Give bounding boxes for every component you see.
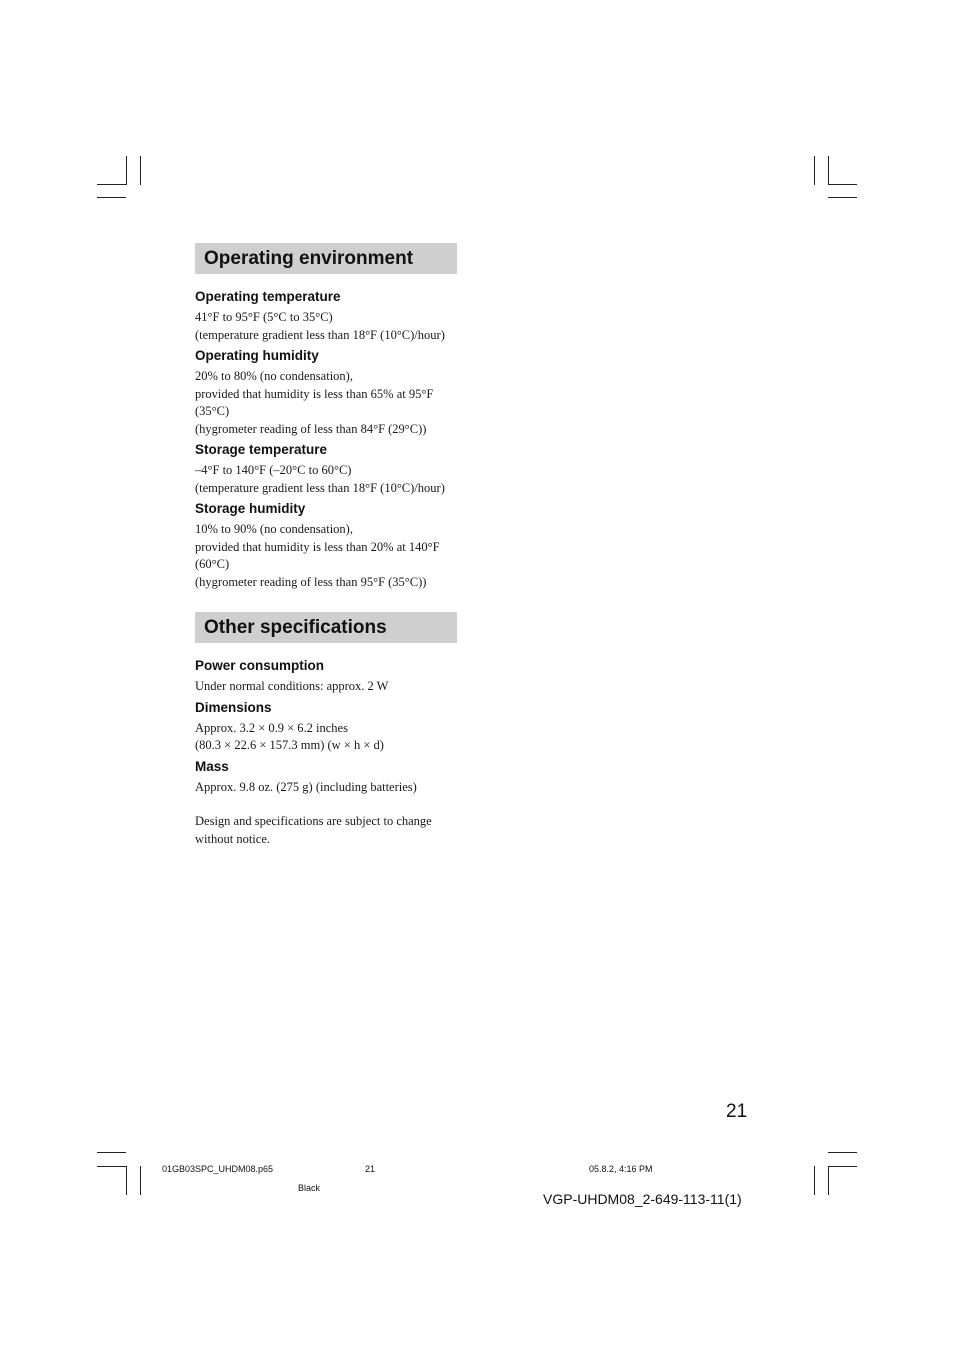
crop-mark <box>140 1166 141 1195</box>
notice-line: without notice. <box>195 831 270 846</box>
spec-line: (35°C) <box>195 404 230 418</box>
crop-mark <box>814 1166 815 1195</box>
crop-mark <box>828 156 829 185</box>
crop-mark <box>828 1166 829 1195</box>
spec-line: (hygrometer reading of less than 95°F (35°C)) <box>195 574 427 589</box>
spec-line: 41°F to 95°F (5°C to 35°C) <box>195 310 333 324</box>
spec-item <box>195 699 465 755</box>
other-specifications-content <box>195 657 465 848</box>
footer-page: 21 <box>365 1164 376 1174</box>
spec-line: –4°F to 140°F (–20°C to 60°C) <box>195 463 352 477</box>
section-heading-operating-environment: Operating environment <box>195 243 457 274</box>
spec-line: provided that humidity is less than 20% at 140°F <box>195 539 440 554</box>
spec-line: Under normal conditions: approx. 2 W <box>195 679 389 693</box>
spec-line: (temperature gradient less than 18°F (10°C)/hour) <box>195 480 445 495</box>
crop-mark <box>97 184 126 185</box>
operating-environment-content <box>195 288 465 594</box>
spec-line: 10% to 90% (no condensation), <box>195 522 353 536</box>
spec-line: provided that humidity is less than 65% at 95°F <box>195 386 434 401</box>
spec-line: (60°C) <box>195 557 230 571</box>
crop-mark <box>828 1152 857 1153</box>
document-code: VGP-UHDM08_2-649-113-11(1) <box>543 1191 742 1207</box>
crop-mark <box>126 156 127 185</box>
spec-item <box>195 441 465 497</box>
spec-heading: Storage humidity <box>195 501 306 516</box>
spec-heading: Storage temperature <box>195 442 328 457</box>
crop-mark <box>828 197 857 198</box>
crop-mark <box>814 156 815 185</box>
spec-heading: Dimensions <box>195 699 272 715</box>
spec-line: (80.3 × 22.6 × 157.3 mm) (w × h × d) <box>195 738 384 752</box>
spec-heading: Power consumption <box>195 658 325 673</box>
crop-mark <box>97 1166 126 1167</box>
spec-item <box>195 758 465 797</box>
spec-item <box>195 288 465 344</box>
crop-mark <box>828 184 857 185</box>
footer-filename: 01GB03SPC_UHDM08.p65 <box>162 1164 274 1174</box>
crop-mark <box>97 197 126 198</box>
spec-line: Approx. 3.2 × 0.9 × 6.2 inches <box>195 720 348 735</box>
notice-line: Design and specifications are subject to change <box>195 814 432 828</box>
spec-heading: Operating humidity <box>195 348 319 363</box>
spec-item <box>195 657 465 696</box>
notice <box>195 813 465 848</box>
spec-line: (hygrometer reading of less than 84°F (29°C)) <box>195 421 427 436</box>
page-number: 21 <box>726 1101 748 1122</box>
crop-mark <box>97 1152 126 1153</box>
spec-line: Approx. 9.8 oz. (275 g) (including batteries) <box>195 779 417 794</box>
footer-timestamp: 05.8.2, 4:16 PM <box>589 1164 653 1174</box>
spec-item <box>195 500 465 591</box>
spec-line: 20% to 80% (no condensation), <box>195 369 353 383</box>
crop-mark <box>140 156 141 185</box>
spec-line: (temperature gradient less than 18°F (10°C)/hour) <box>195 327 445 342</box>
section-heading-other-specifications: Other specifications <box>195 612 457 643</box>
crop-mark <box>828 1166 857 1167</box>
spec-heading: Operating temperature <box>195 289 341 304</box>
footer-color: Black <box>298 1183 321 1193</box>
crop-mark <box>126 1166 127 1195</box>
spec-heading: Mass <box>195 758 229 774</box>
spec-item <box>195 347 465 438</box>
